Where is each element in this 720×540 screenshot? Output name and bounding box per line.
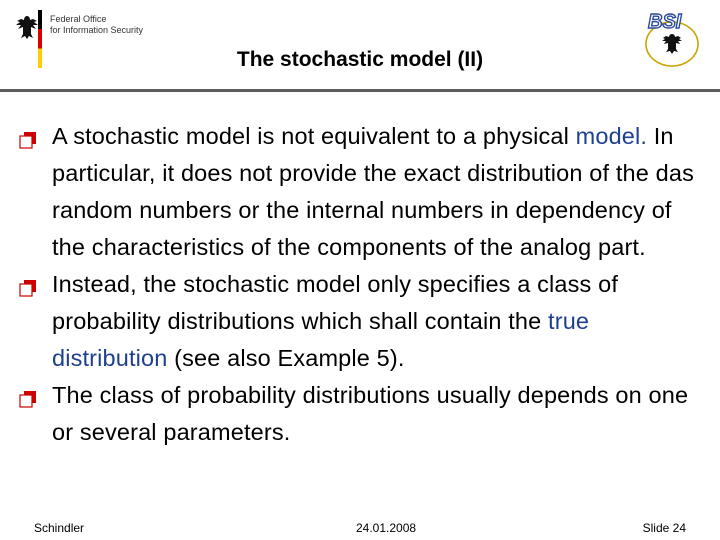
- bsi-logo-text: BSI: [648, 11, 682, 33]
- bullet-square-icon: [18, 389, 38, 409]
- bullet-text-1-highlight: model.: [575, 123, 648, 149]
- bullet-text-2-highlight: true distribution: [52, 308, 590, 371]
- bullet-square-icon: [18, 130, 38, 150]
- org-name-line2: for Information Security: [50, 25, 144, 35]
- slide-header: [0, 0, 720, 90]
- org-name-line1: Federal Office: [50, 14, 107, 24]
- bullet-text-1b: In particular, it does not provide the exact distribution of the das random numbers or the internal numbers in dependency of the characteristics of the components of the analog part.: [52, 123, 695, 260]
- bullet-item-3: [18, 377, 708, 451]
- bullet-text-1a: A stochastic model is not equivalent to a physical: [52, 123, 576, 149]
- bullet-text-2b: (see also Example 5).: [167, 345, 405, 371]
- bullet-item-2: [18, 266, 708, 377]
- footer-author: Schindler: [34, 521, 85, 535]
- footer-date: 24.01.2008: [356, 521, 417, 535]
- bullet-list: [18, 118, 708, 451]
- bullet-text-2a: Instead, the stochastic model only specifies a class of probability distributions which shall contain the: [52, 271, 619, 334]
- bullet-square-icon: [18, 278, 38, 298]
- header-divider: [0, 89, 720, 92]
- bullet-text-3: The class of probability distributions usually depends on one or several parameters.: [52, 382, 689, 445]
- slide-title: The stochastic model (II): [236, 48, 484, 71]
- footer-slide-number: Slide 24: [642, 521, 686, 535]
- org-name: [50, 14, 143, 36]
- bullet-item-1: [18, 118, 708, 266]
